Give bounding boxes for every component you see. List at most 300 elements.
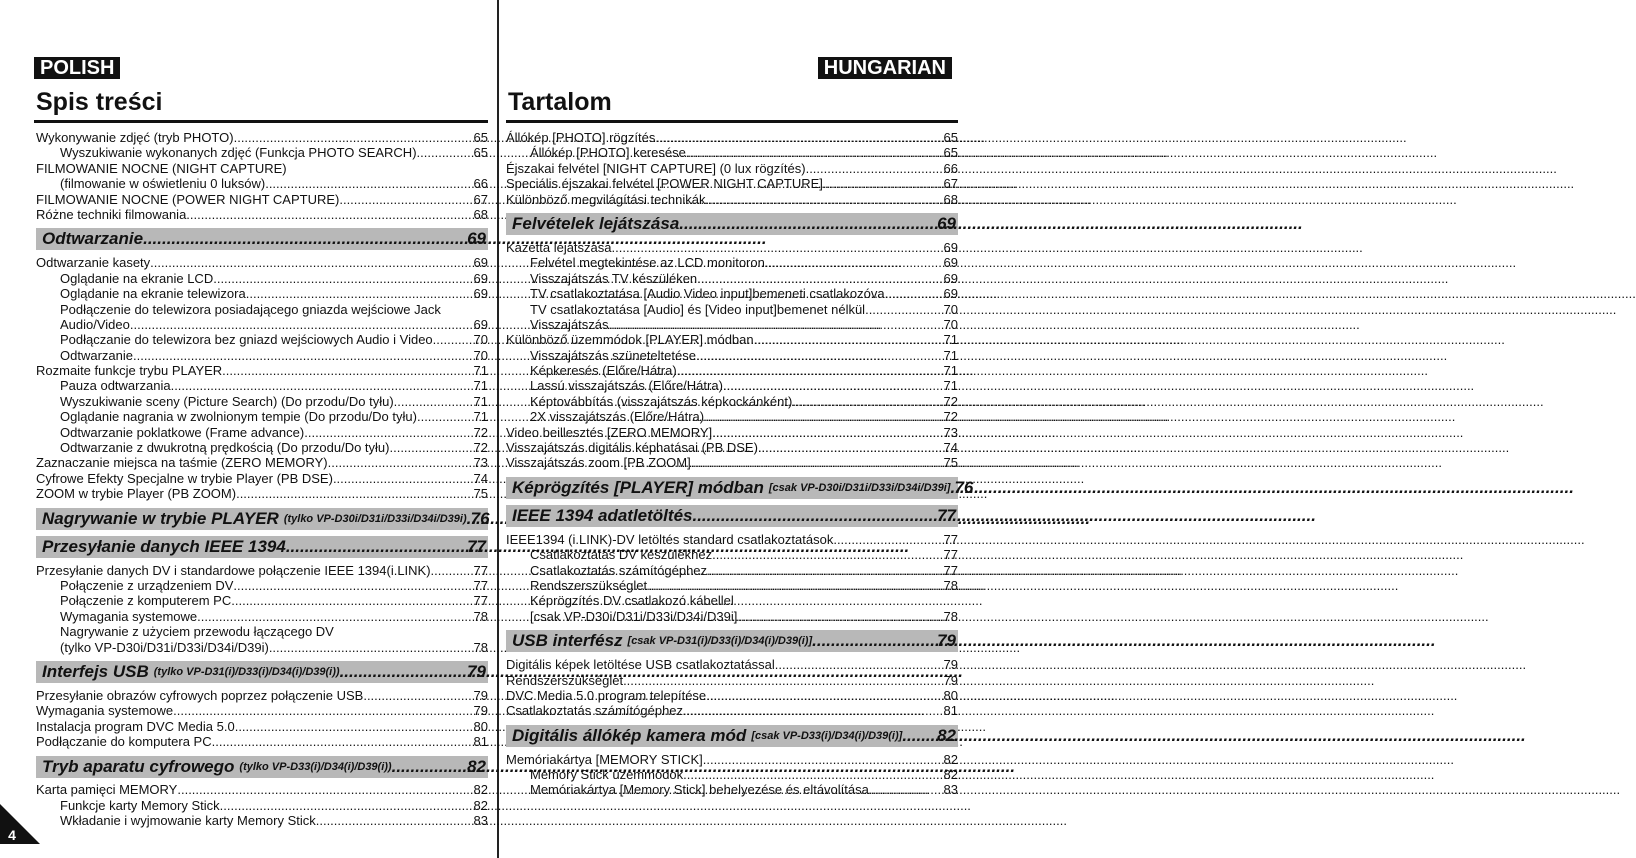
- toc-entry-page: 78: [473, 608, 488, 624]
- leader-dots: [340, 661, 468, 683]
- toc-entry-page: 77: [473, 593, 488, 609]
- leader-dots: [833, 532, 943, 547]
- leader-dots: [691, 455, 944, 470]
- toc-entry[interactable]: [36, 563, 488, 578]
- toc-entry-page: 65: [943, 145, 958, 161]
- toc-entry-page: 68: [943, 191, 958, 207]
- toc-entry[interactable]: [506, 130, 958, 145]
- toc-entry[interactable]: [506, 394, 958, 409]
- toc-entry-text: Felvétel megtekintése az LCD monitoron: [530, 255, 765, 271]
- toc-entry[interactable]: [506, 286, 958, 301]
- leader-dots: [150, 255, 473, 270]
- toc-entry-page: 69: [943, 286, 958, 302]
- leader-dots: [233, 578, 473, 593]
- toc-entry-page: 72: [943, 393, 958, 409]
- section-model-note: [csak VP-D31(i)/D33(i)/D34(i)/D39(i)]: [627, 635, 813, 648]
- leader-dots: [683, 703, 943, 718]
- toc-entry[interactable]: [506, 348, 958, 363]
- toc-entry-line: Podłączenie do telewizora posiadającego gniazda wejściowe Jack: [60, 301, 441, 317]
- section-heading[interactable]: [506, 477, 974, 499]
- toc-column-hungarian: [506, 129, 974, 798]
- toc-entry[interactable]: [506, 657, 958, 672]
- leader-dots: [712, 425, 943, 440]
- toc-entry-page: 65: [473, 145, 488, 161]
- toc-entry-text: Visszajátszás: [530, 316, 609, 332]
- leader-dots: [696, 348, 944, 363]
- leader-dots: [686, 145, 944, 160]
- toc-entry[interactable]: [36, 145, 488, 160]
- leader-dots: [683, 767, 943, 782]
- toc-entry[interactable]: [506, 783, 958, 798]
- toc-entry[interactable]: [506, 192, 958, 207]
- toc-entry-page: 72: [473, 424, 488, 440]
- toc-entry-page: 66: [473, 176, 488, 192]
- toc-entry[interactable]: [506, 317, 958, 332]
- toc-entry[interactable]: [36, 455, 488, 470]
- toc-entry-line: Képrögzítés DV csatlakozó kábellel: [530, 593, 734, 609]
- leader-dots: [869, 782, 944, 797]
- toc-entry-page: 71: [943, 332, 958, 348]
- leader-dots: [612, 240, 944, 255]
- leader-dots: [133, 348, 474, 363]
- toc-entry-text: Audio/Video: [60, 316, 130, 332]
- toc-entry[interactable]: [506, 688, 958, 703]
- section-title: Tryb aparatu cyfrowego: [42, 756, 235, 776]
- page-title-hungarian: Tartalom: [508, 88, 612, 116]
- toc-entry[interactable]: [36, 719, 488, 734]
- toc-entry[interactable]: [506, 440, 958, 455]
- toc-entry[interactable]: [36, 348, 488, 363]
- section-model-note: [csak VP-D33(i)/D34(i)/D39(i)]: [751, 729, 903, 742]
- toc-entry-text: TV csatlakoztatása [Audio Video input]bemeneti csatlakozóva: [530, 286, 885, 302]
- leader-dots: [609, 317, 944, 332]
- page-title-polish: Spis treści: [36, 88, 163, 116]
- toc-entry[interactable]: [36, 286, 488, 301]
- toc-entry-text: Oglądanie na ekranie LCD: [60, 270, 214, 286]
- toc-entry-text: Különböző üzemmódok [PLAYER] módban: [506, 332, 754, 348]
- leader-dots: [706, 688, 943, 703]
- section-page-number: 77: [937, 505, 956, 525]
- toc-entry-page: 65: [943, 129, 958, 145]
- section-heading[interactable]: [36, 756, 488, 778]
- toc-entry-text: Zaznaczanie miejsca na taśmie (ZERO MEMORY): [36, 455, 328, 471]
- leader-dots: [265, 176, 473, 191]
- toc-entry-text: Visszajátszás szüneteltetése: [530, 347, 696, 363]
- toc-column-polish: [36, 130, 488, 829]
- page-number: 4: [8, 827, 16, 843]
- toc-entry-text: Csatlakoztatás számítógéphez: [530, 562, 708, 578]
- toc-entry-page: 73: [473, 455, 488, 471]
- language-label-polish: POLISH: [34, 57, 120, 79]
- toc-entry[interactable]: [36, 378, 488, 393]
- toc-entry-line: Nagrywanie z użyciem przewodu łączącego DV: [60, 624, 334, 640]
- toc-entry-page: 81: [943, 703, 958, 719]
- leader-dots: [737, 609, 943, 624]
- toc-entry-page: 77: [943, 562, 958, 578]
- toc-entry[interactable]: [36, 486, 488, 501]
- toc-entry-page: 69: [473, 255, 488, 271]
- section-model-note: [csak VP-D30i/D31i/D33i/D34i/D39i]: [768, 481, 951, 494]
- toc-entry-text: Különböző megvilágítási technikák: [506, 191, 706, 207]
- leader-dots: [677, 363, 944, 378]
- toc-entry-text: Karta pamięci MEMORY: [36, 782, 178, 798]
- toc-entry-text: Képtovábbítás (visszajátszás képkockánként): [530, 393, 793, 409]
- section-title: IEEE 1394 adatletöltés: [512, 505, 693, 525]
- leader-dots: [316, 813, 474, 828]
- leader-dots: [647, 578, 943, 593]
- section-title: Interfejs USB: [42, 661, 149, 681]
- section-model-note: (tylko VP-D30i/D31i/D33i/D34i/D39i): [283, 512, 467, 525]
- leader-dots: [865, 302, 943, 317]
- leader-dots: [775, 657, 944, 672]
- toc-entry[interactable]: [506, 563, 958, 578]
- leader-dots: [417, 145, 474, 160]
- section-heading[interactable]: [506, 725, 958, 747]
- toc-entry-text: Rozmaite funkcje trybu PLAYER: [36, 363, 223, 379]
- leader-dots: [197, 609, 473, 624]
- leader-dots: [236, 486, 473, 501]
- toc-entry-page: 71: [473, 378, 488, 394]
- toc-entry[interactable]: [506, 673, 958, 688]
- toc-entry-text: 2X visszajátszás (Előre/Hátra): [530, 409, 705, 425]
- toc-entry[interactable]: [506, 767, 958, 782]
- toc-entry-text: Wyszukiwanie wykonanych zdjęć (Funkcja PHOTO SEARCH): [60, 145, 417, 161]
- leader-dots: [885, 286, 944, 301]
- toc-entry[interactable]: [36, 783, 488, 798]
- leader-dots: [812, 630, 937, 652]
- toc-entry-text: Képkeresés (Előre/Hátra): [530, 363, 677, 379]
- toc-entry-text: Odtwarzanie: [60, 347, 133, 363]
- toc-entry[interactable]: [36, 394, 488, 409]
- leader-dots: [705, 192, 943, 207]
- toc-entry-text: Oglądanie nagrania w zwolnionym tempie (Do przodu/Do tyłu): [60, 409, 417, 425]
- toc-entry[interactable]: [506, 703, 958, 718]
- section-title: Digitális állókép kamera mód: [512, 725, 747, 745]
- toc-entry-page: 71: [473, 409, 488, 425]
- toc-entry-page: 83: [473, 813, 488, 829]
- section-page-number: 76: [954, 477, 974, 497]
- toc-entry-text: Przesyłanie danych DV i standardowe połączenie IEEE 1394(i.LINK): [36, 562, 431, 578]
- toc-entry[interactable]: [506, 455, 958, 470]
- toc-entry[interactable]: [36, 688, 488, 703]
- toc-entry-page: 73: [943, 424, 958, 440]
- section-page-number: 69: [467, 229, 486, 249]
- toc-entry-page: 74: [943, 440, 958, 456]
- toc-entry-page: 72: [943, 409, 958, 425]
- toc-entry[interactable]: [506, 609, 958, 624]
- toc-entry-text: Speciális éjszakai felvétel [POWER NIGHT CAPTURE]: [506, 176, 823, 192]
- toc-entry[interactable]: [36, 578, 488, 593]
- toc-entry-text: Podłączanie do telewizora bez gniazd wejściowych Audio i Video: [60, 332, 433, 348]
- toc-entry-page: 80: [473, 718, 488, 734]
- toc-entry-page: 80: [943, 687, 958, 703]
- leader-dots: [286, 536, 467, 558]
- leader-dots: [712, 547, 943, 562]
- toc-entry-text: Visszajátszás TV készüléken: [530, 270, 698, 286]
- language-label-hungarian: HUNGARIAN: [818, 57, 952, 79]
- section-title: Przesyłanie danych IEEE 1394: [42, 536, 286, 556]
- toc-entry-text: [csak VP-D30i/D31i/D33i/D34i/D39i]: [530, 608, 738, 624]
- leader-dots: [792, 394, 943, 409]
- toc-entry[interactable]: [36, 734, 488, 749]
- leader-dots: [231, 593, 473, 608]
- section-heading[interactable]: [36, 661, 488, 683]
- toc-entry-page: 82: [943, 751, 958, 767]
- leader-dots: [363, 688, 473, 703]
- leader-dots: [723, 378, 944, 393]
- toc-entry[interactable]: [36, 317, 488, 332]
- toc-entry-text: Odtwarzanie poklatkowe (Frame advance): [60, 424, 305, 440]
- toc-entry-text: Memory Stick üzemmódok: [530, 767, 684, 783]
- toc-entry-page: 71: [943, 378, 958, 394]
- leader-dots: [754, 332, 944, 347]
- leader-dots: [392, 756, 467, 778]
- toc-entry[interactable]: [506, 255, 958, 270]
- leader-dots: [431, 563, 474, 578]
- toc-entry-page: 71: [473, 393, 488, 409]
- toc-entry[interactable]: [36, 471, 488, 486]
- toc-entry[interactable]: [506, 532, 958, 547]
- toc-entry-page: 69: [473, 286, 488, 302]
- toc-entry-page: 77: [473, 577, 488, 593]
- leader-dots: [823, 176, 944, 191]
- toc-entry-text: Wyszukiwanie sceny (Picture Search) (Do przodu/Do tyłu): [60, 393, 394, 409]
- leader-dots: [902, 725, 937, 747]
- toc-entry-page: 74: [473, 470, 488, 486]
- toc-entry[interactable]: [36, 130, 488, 145]
- toc-entry-page: 65: [473, 129, 488, 145]
- toc-entry[interactable]: [506, 302, 958, 317]
- toc-entry[interactable]: [506, 425, 958, 440]
- leader-dots: [394, 394, 474, 409]
- toc-entry-text: DVC Media 5.0 program telepítése: [506, 687, 707, 703]
- toc-entry-text: Memóriakártya [Memory Stick] behelyezése és eltávolítása: [530, 782, 869, 798]
- leader-dots: [333, 471, 474, 486]
- leader-dots: [697, 271, 943, 286]
- toc-entry[interactable]: [36, 609, 488, 624]
- toc-entry-page: 68: [473, 206, 488, 222]
- leader-dots: [806, 161, 944, 176]
- section-page-number: 69: [937, 213, 956, 233]
- toc-entry-page: 79: [473, 703, 488, 719]
- toc-entry-page: 70: [473, 332, 488, 348]
- toc-entry-text: Rendszerszükséglet: [530, 577, 648, 593]
- toc-entry-page: 82: [473, 782, 488, 798]
- leader-dots: [339, 192, 473, 207]
- leader-dots: [704, 409, 943, 424]
- toc-entry-line: FILMOWANIE NOCNE (NIGHT CAPTURE): [36, 160, 287, 176]
- leader-dots: [707, 563, 943, 578]
- toc-entry-page: 81: [473, 734, 488, 750]
- toc-entry[interactable]: [506, 752, 958, 767]
- toc-entry-page: 79: [943, 657, 958, 673]
- toc-entry-text: Odtwarzanie z dwukrotną prędkością (Do przodu/Do tyłu): [60, 440, 390, 456]
- leader-dots: [246, 286, 474, 301]
- leader-dots: [173, 703, 473, 718]
- toc-entry-text: Instalacja program DVC Media 5.0: [36, 718, 235, 734]
- toc-entry-text: Visszajátszás zoom [PB ZOOM]: [506, 455, 691, 471]
- toc-entry-page: 83: [943, 782, 958, 798]
- toc-entry-page: 69: [943, 239, 958, 255]
- toc-entry-page: 70: [943, 301, 958, 317]
- leader-dots: [433, 332, 474, 347]
- section-title: Nagrywanie w trybie PLAYER: [42, 508, 279, 528]
- toc-entry[interactable]: [36, 363, 488, 378]
- toc-entry-text: Funkcje karty Memory Stick: [60, 797, 220, 813]
- toc-entry-page: 71: [943, 347, 958, 363]
- section-title: Felvételek lejátszása: [512, 213, 680, 233]
- toc-entry-text: Połączenie z komputerem PC: [60, 593, 232, 609]
- toc-entry[interactable]: [36, 176, 488, 191]
- leader-dots: [220, 798, 474, 813]
- toc-entry[interactable]: [36, 332, 488, 347]
- toc-entry[interactable]: [506, 547, 958, 562]
- leader-dots: [222, 363, 473, 378]
- toc-entry[interactable]: [36, 813, 488, 828]
- section-heading[interactable]: [506, 505, 958, 527]
- toc-entry[interactable]: [36, 440, 488, 455]
- leader-dots: [389, 440, 473, 455]
- toc-entry-page: 78: [943, 577, 958, 593]
- section-heading[interactable]: [36, 508, 488, 530]
- toc-entry-text: Odtwarzanie kasety: [36, 255, 151, 271]
- leader-dots: [186, 207, 473, 222]
- toc-entry-text: FILMOWANIE NOCNE (POWER NIGHT CAPTURE): [36, 191, 340, 207]
- section-page-number: 82: [467, 756, 486, 776]
- toc-entry-text: Digitális képek letöltése USB csatlakoztatással: [506, 657, 775, 673]
- leader-dots: [212, 734, 474, 749]
- toc-entry-page: 69: [943, 255, 958, 271]
- leader-dots: [765, 255, 944, 270]
- title-rule-hungarian: [506, 120, 958, 123]
- section-heading[interactable]: [506, 630, 958, 652]
- leader-dots: [269, 640, 474, 655]
- toc-entry[interactable]: [506, 363, 958, 378]
- section-page-number: 76: [470, 508, 490, 528]
- leader-dots: [177, 782, 473, 797]
- toc-entry-page: 82: [943, 767, 958, 783]
- toc-entry-text: Wykonywanie zdjęć (tryb PHOTO): [36, 129, 234, 145]
- toc-entry[interactable]: [506, 409, 958, 424]
- toc-entry-text: IEEE1394 (i.LINK)-DV letöltés standard csatlakoztatások: [506, 531, 834, 547]
- toc-entry-text: Oglądanie na ekranie telewizora: [60, 286, 246, 302]
- leader-dots: [623, 673, 943, 688]
- toc-entry-text: Wymagania systemowe: [60, 608, 198, 624]
- section-model-note: (tylko VP-D33(i)/D34(i)/D39(i)): [239, 760, 392, 773]
- toc-entry-page: 82: [473, 797, 488, 813]
- toc-entry-text: Połączenie z urządzeniem DV: [60, 577, 234, 593]
- toc-entry[interactable]: [36, 798, 488, 813]
- toc-entry[interactable]: [36, 192, 488, 207]
- toc-entry-page: 71: [943, 363, 958, 379]
- toc-entry-text: Csatlakoztatás DV készülékhez: [530, 547, 713, 563]
- toc-entry-text: Éjszakai felvétel [NIGHT CAPTURE] (0 lux rögzítés): [506, 160, 806, 176]
- toc-entry-text: Różne techniki filmowania: [36, 206, 187, 222]
- toc-entry-text: Przesyłanie obrazów cyfrowych poprzez połączenie USB: [36, 687, 364, 703]
- toc-entry-page: 79: [473, 687, 488, 703]
- section-page-number: 77: [467, 536, 486, 556]
- section-title: USB interfész: [512, 631, 623, 651]
- toc-entry[interactable]: [36, 703, 488, 718]
- leader-dots: [304, 425, 473, 440]
- section-heading[interactable]: [506, 213, 958, 235]
- toc-entry-text: (tylko VP-D30i/D31i/D33i/D34i/D39i): [60, 639, 269, 655]
- section-title: Képrögzítés [PLAYER] módban: [512, 477, 764, 497]
- toc-entry-text: Wymagania systemowe: [36, 703, 174, 719]
- toc-entry-page: 78: [943, 608, 958, 624]
- toc-entry-text: (filmowanie w oświetleniu 0 luksów): [60, 176, 266, 192]
- title-rule-polish: [34, 120, 488, 123]
- toc-entry[interactable]: [506, 176, 958, 191]
- leader-dots: [692, 505, 937, 527]
- toc-entry[interactable]: [506, 145, 958, 160]
- toc-entry-text: TV csatlakoztatása [Audio] és [Video input]bemenet nélkül: [530, 301, 866, 317]
- toc-entry-page: 67: [473, 191, 488, 207]
- toc-entry-text: Állókép [PHOTO] rögzítés: [506, 129, 656, 145]
- toc-entry[interactable]: [36, 409, 488, 424]
- leader-dots: [235, 719, 474, 734]
- toc-entry-text: Kazetta lejátszása: [506, 239, 612, 255]
- section-model-note: (tylko VP-D31(i)/D33(i)/D34(i)/D39(i)): [153, 665, 340, 678]
- leader-dots: [679, 213, 937, 235]
- leader-dots: [130, 317, 474, 332]
- section-heading[interactable]: [36, 536, 488, 558]
- toc-entry-text: Video beillesztés [ZERO MEMORY]: [506, 424, 713, 440]
- toc-entry[interactable]: [506, 332, 958, 347]
- toc-entry-text: Podłączanie do komputera PC: [36, 734, 212, 750]
- section-page-number: 82: [937, 725, 956, 745]
- section-title: Odtwarzanie: [42, 229, 144, 249]
- toc-entry[interactable]: [36, 271, 488, 286]
- toc-entry[interactable]: [36, 425, 488, 440]
- leader-dots: [417, 409, 474, 424]
- toc-entry-text: ZOOM w trybie Player (PB ZOOM): [36, 486, 237, 502]
- toc-entry[interactable]: [506, 378, 958, 393]
- page-number-badge: [0, 804, 40, 844]
- leader-dots: [703, 752, 944, 767]
- leader-dots: [234, 130, 474, 145]
- toc-entry[interactable]: [36, 255, 488, 270]
- toc-entry-page: 75: [473, 486, 488, 502]
- toc-entry-page: 69: [473, 270, 488, 286]
- section-heading[interactable]: [36, 228, 488, 250]
- toc-entry-page: 72: [473, 440, 488, 456]
- toc-entry-text: Memóriakártya [MEMORY STICK]: [506, 751, 703, 767]
- toc-entry[interactable]: [506, 240, 958, 255]
- toc-entry-page: 77: [473, 562, 488, 578]
- toc-entry-page: 66: [943, 160, 958, 176]
- leader-dots: [213, 271, 473, 286]
- toc-entry-text: Állókép [PHOTO] keresése: [530, 145, 686, 161]
- toc-entry-page: 70: [943, 316, 958, 332]
- toc-entry-page: 67: [943, 176, 958, 192]
- leader-dots: [143, 228, 467, 250]
- toc-entry[interactable]: [36, 593, 488, 608]
- toc-entry[interactable]: [36, 207, 488, 222]
- leader-dots: [171, 378, 474, 393]
- toc-entry-page: 71: [473, 363, 488, 379]
- toc-entry-page: 69: [943, 270, 958, 286]
- leader-dots: [328, 455, 474, 470]
- toc-entry-page: 69: [473, 316, 488, 332]
- toc-entry[interactable]: [36, 640, 488, 655]
- toc-entry-page: 75: [943, 455, 958, 471]
- toc-entry-text: Rendszerszükséglet: [506, 672, 624, 688]
- leader-dots: [655, 130, 943, 145]
- toc-entry[interactable]: [506, 271, 958, 286]
- toc-entry[interactable]: [506, 161, 958, 176]
- toc-entry[interactable]: [506, 578, 958, 593]
